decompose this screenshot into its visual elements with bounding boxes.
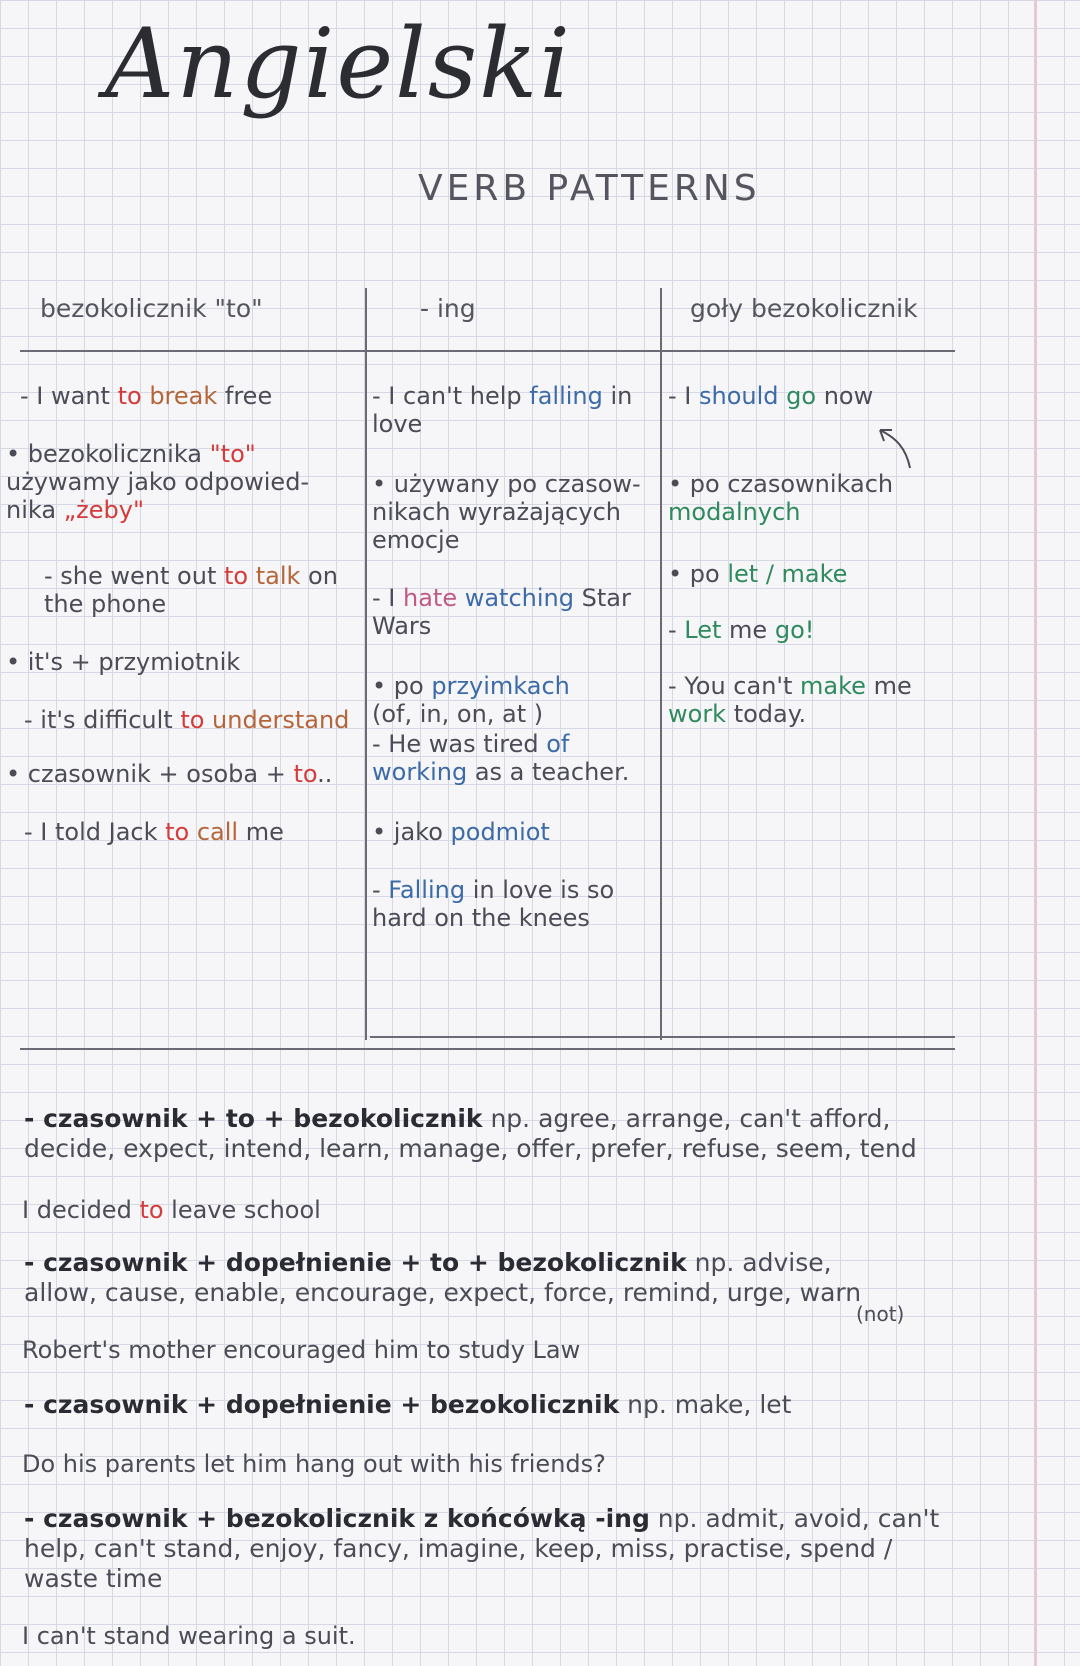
col2-example-4: - Falling in love is so hard on the knees (372, 876, 615, 932)
page-title: Angielski (105, 8, 572, 120)
arrow-icon (870, 424, 920, 474)
col3-note-1: • po czasownikach modalnych (668, 470, 908, 526)
rule-2: - czasownik + dopełnienie + to + bezokolicznik np. advise, allow, cause, enable, encourage, expect, force, remind, urge, warn (24, 1248, 862, 1307)
col1-note-3: • czasownik + osoba + to.. (6, 760, 332, 788)
rule-4-example: I can't stand wearing a suit. (22, 1622, 356, 1650)
rule-2-example: Robert's mother encouraged him to study Law (22, 1336, 581, 1364)
column-header-to-infinitive: bezokolicznik "to" (40, 294, 263, 323)
column-header-bare-infinitive: goły bezokolicznik (690, 294, 918, 323)
rule-1-example: I decided to leave school (22, 1196, 321, 1224)
col1-note-1: • bezokolicznika "to" używamy jako odpowied-nika „żeby" (6, 440, 351, 524)
col1-example-1: - I want to break free (20, 382, 273, 410)
rule-2-extra: (not) (856, 1302, 905, 1326)
rule-4: - czasownik + bezokolicznik z końcówką -ing np. admit, avoid, can't help, can't stand, enjoy, fancy, imagine, keep, miss, practise, spend / waste time (24, 1504, 940, 1593)
rule-3: - czasownik + dopełnienie + bezokolicznik np. make, let (24, 1390, 792, 1419)
column-divider-1 (365, 288, 367, 1040)
col2-example-1: - I can't help falling in love (372, 382, 633, 438)
col3-example-3: - You can't make me work today. (668, 672, 912, 728)
col3-note-2: • po let / make (668, 560, 847, 588)
col1-example-4: - I told Jack to call me (24, 818, 284, 846)
col1-example-3: - it's difficult to understand (24, 706, 350, 734)
table-header-divider (20, 350, 955, 352)
table-bottom-line (370, 1036, 955, 1038)
col1-note-2: • it's + przymiotnik (6, 648, 240, 676)
col1-example-2: - she went out to talk on the phone (44, 562, 338, 618)
page-margin-line (1034, 0, 1037, 1666)
column-header-ing: - ing (420, 294, 476, 323)
rule-3-example: Do his parents let him hang out with his friends? (22, 1450, 606, 1478)
col3-example-2: - Let me go! (668, 616, 815, 644)
col3-example-1: - I should go now (668, 382, 874, 410)
col2-note-2: • po przyimkach (of, in, on, at ) (372, 672, 652, 728)
section-divider (20, 1048, 955, 1050)
rule-1: - czasownik + to + bezokolicznik np. agree, arrange, can't afford, decide, expect, intend, learn, manage, offer, prefer, refuse, seem, tend (24, 1104, 917, 1163)
page-subtitle: VERB PATTERNS (418, 168, 761, 209)
col2-note-3: • jako podmiot (372, 818, 550, 846)
col2-example-3: - He was tired of working as a teacher. (372, 730, 630, 786)
col2-note-1: • używany po czasow-nikach wyrażających emocje (372, 470, 652, 554)
column-divider-2 (660, 288, 662, 1040)
col2-example-2: - I hate watching Star Wars (372, 584, 631, 640)
